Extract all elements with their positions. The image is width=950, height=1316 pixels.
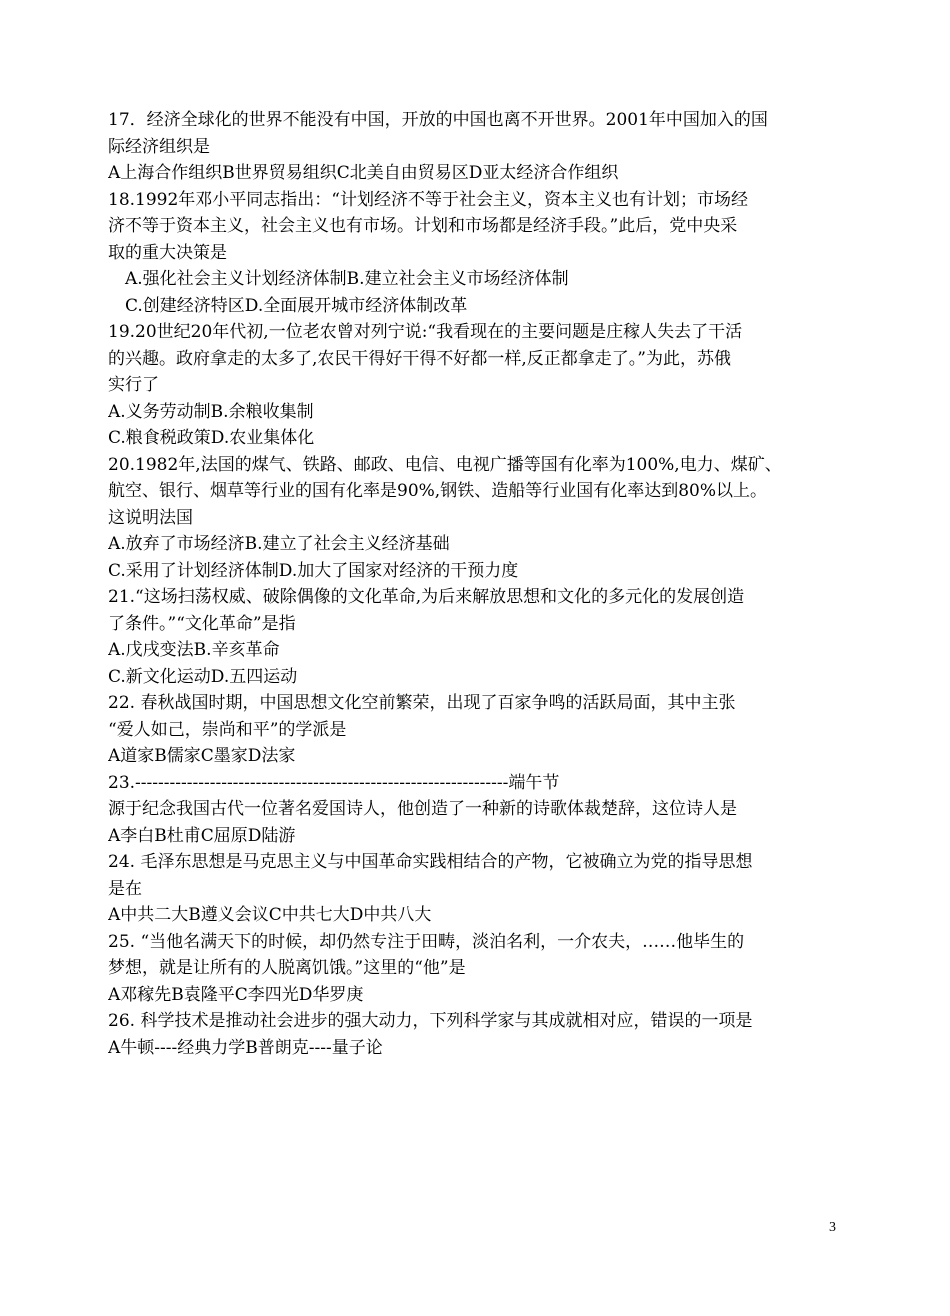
page-number: 3 [829,1220,836,1235]
question-stem-line: 26. 科学技术是推动社会进步的强大动力，下列科学家与其成就相对应，错误的一项是 [108,1011,753,1031]
question-20 [108,452,860,585]
question-19 [108,319,860,452]
question-stem-line: 梦想，就是让所有的人脱离饥饿。”这里的“他”是 [108,958,466,978]
question-options: A道家B儒家C墨家D法家 [108,746,296,766]
question-21 [108,584,860,690]
question-stem-line: 这说明法国 [108,507,193,528]
question-options: A牛顿----经典力学B普朗克----量子论 [108,1037,383,1058]
question-stem-line: 际经济组织是 [108,136,210,157]
question-stem-line: “爱人如己，崇尚和平”的学派是 [108,719,347,740]
question-stem-line: 是在 [108,878,142,899]
question-options: A邓稼先B袁隆平C李四光D华罗庚 [108,984,364,1005]
question-options: A上海合作组织B世界贸易组织C北美自由贸易区D亚太经济合作组织 [108,163,619,183]
question-stem-line: 20.1982年,法国的煤气、铁路、邮政、电信、电视广播等国有化率为100%,电力、煤矿、 [108,454,782,475]
question-stem-line: 航空、银行、烟草等行业的国有化率是90%,钢铁、造船等行业国有化率达到80%以上。 [108,481,767,501]
question-stem-line: 了条件。”“文化革命”是指 [108,613,296,634]
question-24 [108,849,860,929]
question-stem-line: 22. 春秋战国时期，中国思想文化空前繁荣，出现了百家争鸣的活跃局面，其中主张 [108,693,736,713]
question-stem-line: 23.-----------------------------------------------------------------端午节 [108,772,560,793]
question-stem-line: 19.20世纪20年代初,一位老农曾对列宁说:“我看现在的主要问题是庄稼人失去了干活 [108,322,743,342]
question-stem-line: 源于纪念我国古代一位著名爱国诗人，他创造了一种新的诗歌体裁楚辞，这位诗人是 [108,799,737,819]
question-17 [108,107,860,187]
question-options: C.采用了计划经济体制D.加大了国家对经济的干预力度 [108,560,519,581]
question-stem-line: 的兴趣。政府拿走的太多了,农民干得好干得不好都一样,反正都拿走了。”为此，苏俄 [108,348,731,369]
question-options: A李白B杜甫C屈原D陆游 [108,825,296,846]
question-stem-line: 21.“这场扫荡权威、破除偶像的文化革命,为后来解放思想和文化的多元化的发展创造 [108,587,745,607]
question-stem-line: 济不等于资本主义，社会主义也有市场。计划和市场都是经济手段。”此后，党中央采 [108,216,738,236]
question-26 [108,1008,860,1061]
question-stem-line: 取的重大决策是 [108,242,227,263]
question-options: A.放弃了市场经济B.建立了社会主义经济基础 [108,534,450,554]
question-options: A.戊戌变法B.辛亥革命 [108,640,280,660]
question-22 [108,690,860,770]
question-stem-line: 17．经济全球化的世界不能没有中国，开放的中国也离不开世界。2001年中国加入的国 [108,110,768,130]
question-stem-line: 实行了 [108,375,159,395]
question-stem-line: 24. 毛泽东思想是马克思主义与中国革命实践相结合的产物，它被确立为党的指导思想 [108,852,753,872]
question-25 [108,929,860,1009]
question-23 [108,770,860,850]
question-options: A.义务劳动制B.余粮收集制 [108,401,314,422]
question-stem-line: 25. “当他名满天下的时候，却仍然专注于田畴，淡泊名利，一介农夫，……他毕生的 [108,931,745,952]
question-options: C.粮食税政策D.农业集体化 [108,428,315,448]
question-options: A中共二大B遵义会议C中共七大D中共八大 [108,905,432,925]
question-options: C.新文化运动D.五四运动 [108,666,298,687]
question-18 [108,187,860,320]
question-options: A.强化社会主义计划经济体制B.建立社会主义市场经济体制 [125,269,569,289]
question-options: C.创建经济特区D.全面展开城市经济体制改革 [125,295,468,316]
question-list [108,107,860,1061]
question-stem-line: 18.1992年邓小平同志指出：“计划经济不等于社会主义，资本主义也有计划；市场经 [108,189,748,210]
